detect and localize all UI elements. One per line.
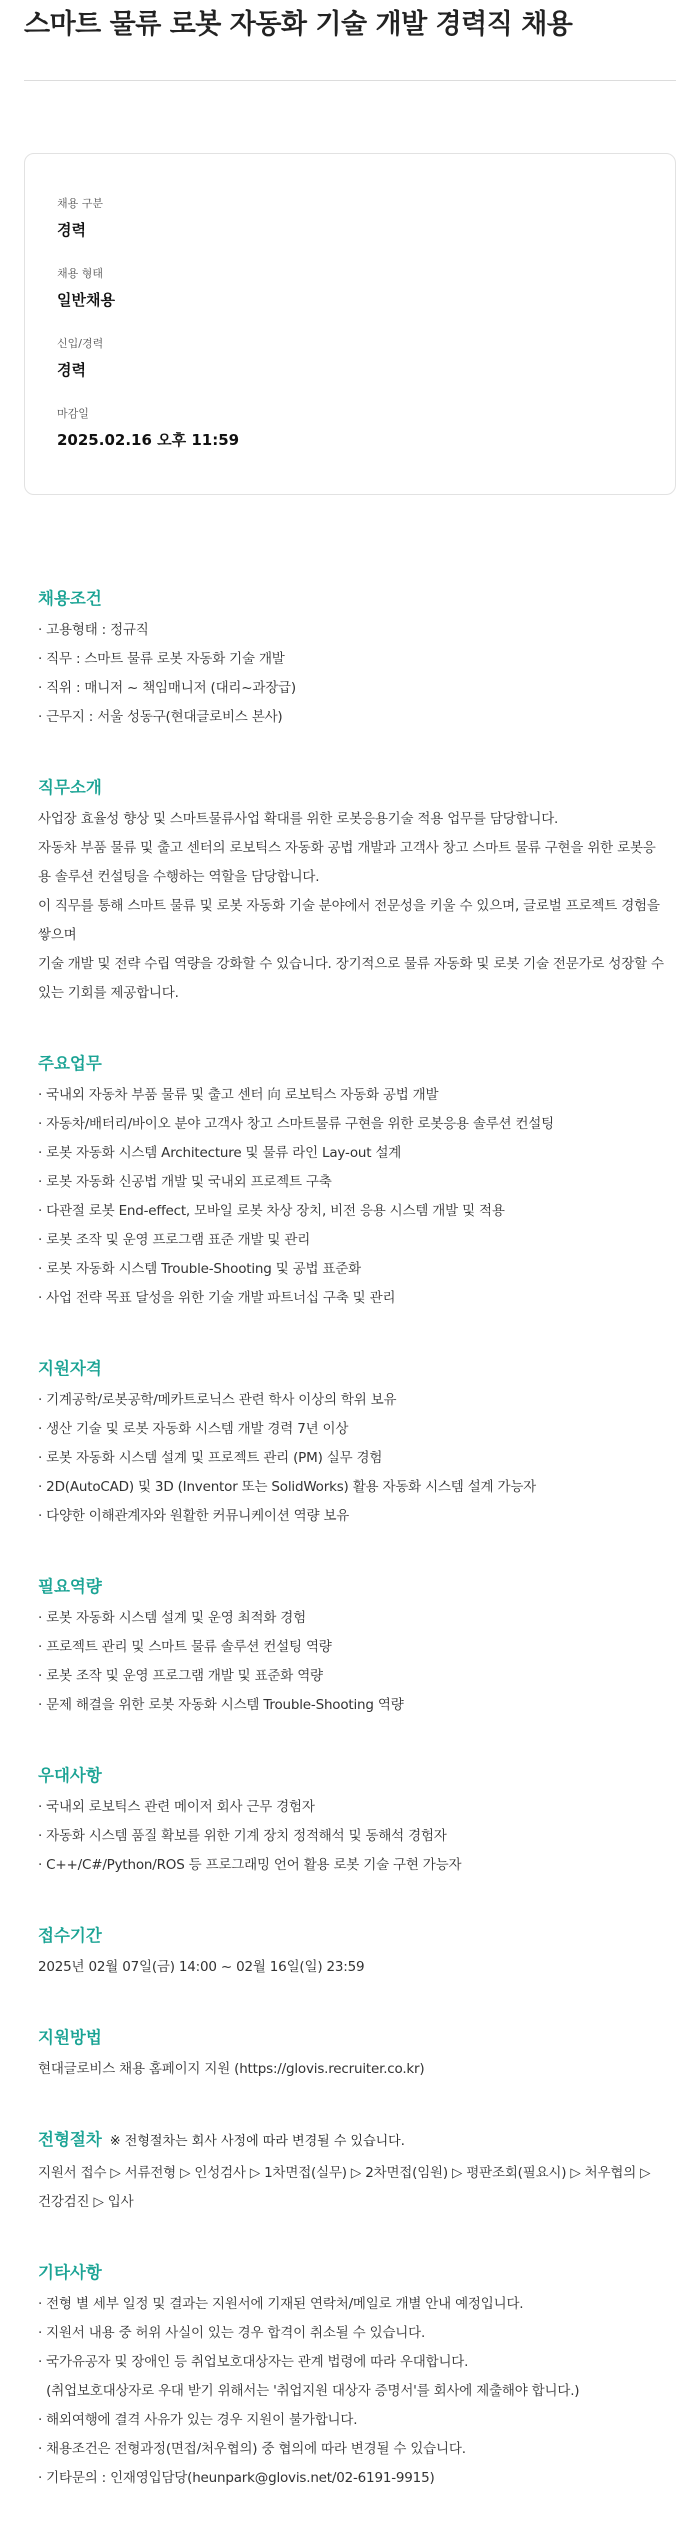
info-item-career <box>57 332 643 402</box>
section-duties <box>38 1052 664 1313</box>
list-item: · 문제 해결을 위한 로봇 자동화 시스템 Trouble-Shooting 역량 <box>38 1697 404 1713</box>
list-item: · 로봇 조작 및 운영 프로그램 표준 개발 및 관리 <box>38 1232 311 1248</box>
section-title: 지원자격 <box>38 1359 102 1378</box>
section-title: 기타사항 <box>38 2263 102 2282</box>
section-process <box>38 2128 664 2217</box>
paragraph-line: 사업장 효율성 향상 및 스마트물류사업 확대를 위한 로봇응용기술 적용 업무를 담당합니다. <box>38 811 559 827</box>
info-label: 마감일 <box>57 407 89 420</box>
info-value: 경력 <box>57 361 86 379</box>
list-item: (취업보호대상자로 우대 받기 위해서는 '취업지원 대상자 증명서'를 회사에 제출해야 합니다.) <box>38 2383 580 2399</box>
posting-content <box>24 495 676 2493</box>
section-competencies <box>38 1575 664 1720</box>
section-title: 필요역량 <box>38 1577 102 1596</box>
list-item: · 2D(AutoCAD) 및 3D (Inventor 또는 SolidWorks) 활용 자동화 시스템 설계 가능자 <box>38 1479 536 1495</box>
job-info-card <box>24 153 676 495</box>
info-item-deadline <box>57 402 643 472</box>
info-item-category <box>57 192 643 262</box>
process-text: 지원서 접수 ▷ 서류전형 ▷ 인성검사 ▷ 1차면접(실무) ▷ 2차면접(임원) ▷ 평판조회(필요시) ▷ 처우협의 ▷ 건강검진 ▷ 입사 <box>38 2165 651 2210</box>
list-item: · 로봇 자동화 시스템 설계 및 프로젝트 관리 (PM) 실무 경험 <box>38 1450 383 1466</box>
section-preferred <box>38 1764 664 1880</box>
list-item: · 직위 : 매니저 ~ 책임매니저 (대리~과장급) <box>38 680 296 696</box>
section-etc <box>38 2261 664 2493</box>
info-value: 2025.02.16 오후 11:59 <box>57 431 240 449</box>
paragraph-line: 이 직무를 통해 스마트 물류 및 로봇 자동화 기술 분야에서 전문성을 키울 수 있으며, 글로벌 프로젝트 경험을 쌓으며 <box>38 898 660 943</box>
section-apply <box>38 2026 664 2084</box>
list-item: · 직무 : 스마트 물류 로봇 자동화 기술 개발 <box>38 651 285 667</box>
page-title: 스마트 물류 로봇 자동화 기술 개발 경력직 채용 <box>24 9 573 40</box>
list-item: · 근무지 : 서울 성동구(현대글로비스 본사) <box>38 709 283 725</box>
list-item: · 로봇 자동화 시스템 설계 및 운영 최적화 경험 <box>38 1610 306 1626</box>
section-title: 지원방법 <box>38 2028 102 2047</box>
title-divider <box>24 80 676 81</box>
period-text: 2025년 02월 07일(금) 14:00 ~ 02월 16일(일) 23:59 <box>38 1959 365 1975</box>
list-item: · 국내외 자동차 부품 물류 및 출고 센터 向 로보틱스 자동화 공법 개발 <box>38 1087 439 1103</box>
paragraph-line: 자동차 부품 물류 및 출고 센터의 로보틱스 자동화 공법 개발과 고객사 창고 스마트 물류 구현을 위한 로봇응용 솔루션 컨설팅을 수행하는 역할을 담당합니다. <box>38 840 656 885</box>
section-job-intro <box>38 776 664 1008</box>
list-item: · 고용형태 : 정규직 <box>38 622 149 638</box>
list-item: · 로봇 자동화 신공법 개발 및 국내외 프로젝트 구축 <box>38 1174 332 1190</box>
list-item: · 로봇 조작 및 운영 프로그램 개발 및 표준화 역량 <box>38 1668 323 1684</box>
list-item: · 해외여행에 결격 사유가 있는 경우 지원이 불가합니다. <box>38 2412 358 2428</box>
section-conditions <box>38 587 664 732</box>
list-item: · 국내외 로보틱스 관련 메이저 회사 근무 경험자 <box>38 1799 315 1815</box>
list-item: · 사업 전략 목표 달성을 위한 기술 개발 파트너십 구축 및 관리 <box>38 1290 396 1306</box>
section-title: 직무소개 <box>38 778 102 797</box>
list-item: · 전형 별 세부 일정 및 결과는 지원서에 기재된 연락처/메일로 개별 안내 예정입니다. <box>38 2296 524 2312</box>
info-value: 일반채용 <box>57 291 115 309</box>
list-item: · C++/C#/Python/ROS 등 프로그래밍 언어 활용 로봇 기술 구현 가능자 <box>38 1857 462 1873</box>
apply-text: 현대글로비스 채용 홈페이지 지원 (https://glovis.recruiter.co.kr) <box>38 2061 425 2077</box>
section-title: 채용조건 <box>38 589 102 608</box>
list-item: · 기계공학/로봇공학/메카트로닉스 관련 학사 이상의 학위 보유 <box>38 1392 397 1408</box>
info-label: 신입/경력 <box>57 337 104 350</box>
section-title: 우대사항 <box>38 1766 102 1785</box>
list-item: · 다양한 이해관계자와 원활한 커뮤니케이션 역량 보유 <box>38 1508 350 1524</box>
section-period <box>38 1924 664 1982</box>
info-item-type <box>57 262 643 332</box>
section-title: 접수기간 <box>38 1926 102 1945</box>
section-title: 주요업무 <box>38 1054 102 1073</box>
paragraph-line: 기술 개발 및 전략 수립 역량을 강화할 수 있습니다. 장기적으로 물류 자동화 및 로봇 기술 전문가로 성장할 수 있는 기회를 제공합니다. <box>38 956 664 1001</box>
section-title: 전형절차 <box>38 2130 102 2149</box>
section-title-row <box>38 2128 664 2154</box>
list-item: · 기타문의 : 인재영입담당(heunpark@glovis.net/02-6191-9915) <box>38 2470 435 2486</box>
list-item: · 국가유공자 및 장애인 등 취업보호대상자는 관계 법령에 따라 우대합니다. <box>38 2354 469 2370</box>
info-value: 경력 <box>57 221 86 239</box>
process-note: ※ 전형절차는 회사 사정에 따라 변경될 수 있습니다. <box>109 2134 405 2149</box>
list-item: · 생산 기술 및 로봇 자동화 시스템 개발 경력 7년 이상 <box>38 1421 349 1437</box>
section-qualifications <box>38 1357 664 1531</box>
info-label: 채용 형태 <box>57 267 104 280</box>
info-label: 채용 구분 <box>57 197 104 210</box>
list-item: · 프로젝트 관리 및 스마트 물류 솔루션 컨설팅 역량 <box>38 1639 332 1655</box>
list-item: · 자동화 시스템 품질 확보를 위한 기계 장치 정적해석 및 동해석 경험자 <box>38 1828 447 1844</box>
list-item: · 로봇 자동화 시스템 Architecture 및 물류 라인 Lay-out 설계 <box>38 1145 402 1161</box>
list-item: · 자동차/배터리/바이오 분야 고객사 창고 스마트물류 구현을 위한 로봇응용 솔루션 컨설팅 <box>38 1116 554 1132</box>
list-item: · 지원서 내용 중 허위 사실이 있는 경우 합격이 취소될 수 있습니다. <box>38 2325 426 2341</box>
list-item: · 다관절 로봇 End-effect, 모바일 로봇 차상 장치, 비전 응용 시스템 개발 및 적용 <box>38 1203 505 1219</box>
list-item: · 채용조건은 전형과정(면접/처우협의) 중 협의에 따라 변경될 수 있습니다. <box>38 2441 466 2457</box>
list-item: · 로봇 자동화 시스템 Trouble-Shooting 및 공법 표준화 <box>38 1261 361 1277</box>
